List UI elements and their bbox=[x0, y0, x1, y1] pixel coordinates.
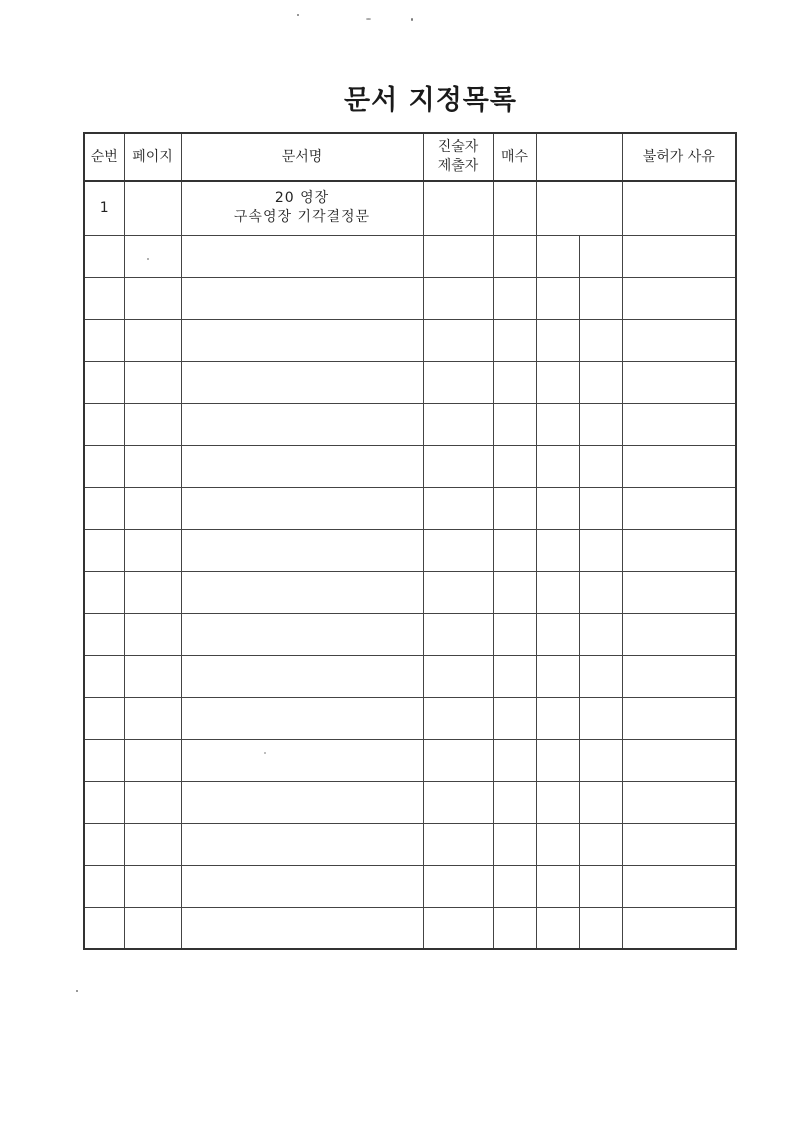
table-row bbox=[84, 655, 736, 697]
cell-count bbox=[493, 697, 536, 739]
cell-extra-b bbox=[579, 823, 622, 865]
doc-name-line1: 20 영장 bbox=[274, 190, 330, 207]
table-row bbox=[84, 181, 736, 235]
cell-seq bbox=[84, 823, 124, 865]
cell-doc-name bbox=[181, 571, 423, 613]
cell-doc-name bbox=[181, 277, 423, 319]
cell-doc-name bbox=[181, 613, 423, 655]
cell-extra-b bbox=[579, 403, 622, 445]
cell-seq bbox=[84, 487, 124, 529]
header-count: 매수 bbox=[493, 133, 536, 181]
cell-extra-a bbox=[536, 571, 579, 613]
cell-extra-b bbox=[579, 529, 622, 571]
cell-author bbox=[423, 823, 493, 865]
doc-name-line2: 구속영장 기각결정문 bbox=[233, 209, 371, 226]
cell-reason bbox=[622, 697, 736, 739]
cell-reason bbox=[622, 781, 736, 823]
cell-doc-name bbox=[181, 319, 423, 361]
cell-seq bbox=[84, 403, 124, 445]
header-author bbox=[423, 133, 493, 181]
cell-page bbox=[124, 781, 181, 823]
cell-reason bbox=[622, 823, 736, 865]
table-row bbox=[84, 487, 736, 529]
header-page: 페이지 bbox=[124, 133, 181, 181]
cell-page bbox=[124, 823, 181, 865]
cell-extra-a bbox=[536, 529, 579, 571]
cell-extra-a bbox=[536, 697, 579, 739]
cell-doc-name bbox=[181, 403, 423, 445]
cell-author bbox=[423, 529, 493, 571]
cell-seq bbox=[84, 781, 124, 823]
cell-doc-name bbox=[181, 487, 423, 529]
cell-page bbox=[124, 445, 181, 487]
table-row bbox=[84, 235, 736, 277]
table-row bbox=[84, 319, 736, 361]
cell-doc-name bbox=[181, 181, 423, 235]
cell-count bbox=[493, 529, 536, 571]
cell-seq bbox=[84, 907, 124, 949]
cell-reason bbox=[622, 529, 736, 571]
cell-doc-name bbox=[181, 235, 423, 277]
cell-extra-b bbox=[579, 319, 622, 361]
cell-author bbox=[423, 613, 493, 655]
cell-doc-name bbox=[181, 445, 423, 487]
cell-author bbox=[423, 277, 493, 319]
cell-seq bbox=[84, 277, 124, 319]
cell-page bbox=[124, 277, 181, 319]
cell-doc-name bbox=[181, 781, 423, 823]
table-row bbox=[84, 781, 736, 823]
cell-doc-name bbox=[181, 655, 423, 697]
cell-doc-name bbox=[181, 907, 423, 949]
cell-extra-b bbox=[579, 445, 622, 487]
cell-reason bbox=[622, 181, 736, 235]
cell-count bbox=[493, 487, 536, 529]
table-row bbox=[84, 697, 736, 739]
cell-extra-b bbox=[579, 781, 622, 823]
cell-reason bbox=[622, 571, 736, 613]
cell-extra-a bbox=[536, 739, 579, 781]
cell-doc-name bbox=[181, 823, 423, 865]
cell-seq bbox=[84, 445, 124, 487]
cell-page bbox=[124, 571, 181, 613]
cell-author bbox=[423, 781, 493, 823]
cell-page bbox=[124, 907, 181, 949]
cell-seq: 1 bbox=[84, 181, 124, 235]
cell-blank bbox=[536, 181, 622, 235]
cell-extra-a bbox=[536, 655, 579, 697]
cell-author bbox=[423, 181, 493, 235]
cell-extra-a bbox=[536, 781, 579, 823]
cell-author bbox=[423, 739, 493, 781]
cell-page bbox=[124, 655, 181, 697]
table-row bbox=[84, 907, 736, 949]
cell-count bbox=[493, 235, 536, 277]
cell-extra-a bbox=[536, 445, 579, 487]
cell-reason bbox=[622, 235, 736, 277]
cell-count bbox=[493, 403, 536, 445]
cell-doc-name bbox=[181, 865, 423, 907]
scan-speck bbox=[264, 752, 266, 754]
cell-doc-name bbox=[181, 529, 423, 571]
cell-count bbox=[493, 907, 536, 949]
cell-author bbox=[423, 571, 493, 613]
table-row bbox=[84, 571, 736, 613]
cell-count bbox=[493, 319, 536, 361]
cell-reason bbox=[622, 655, 736, 697]
cell-reason bbox=[622, 487, 736, 529]
cell-author bbox=[423, 445, 493, 487]
cell-author bbox=[423, 655, 493, 697]
header-reason: 불허가 사유 bbox=[622, 133, 736, 181]
cell-seq bbox=[84, 319, 124, 361]
cell-page bbox=[124, 529, 181, 571]
cell-extra-b bbox=[579, 361, 622, 403]
cell-extra-a bbox=[536, 403, 579, 445]
cell-count bbox=[493, 445, 536, 487]
cell-author bbox=[423, 697, 493, 739]
table-row bbox=[84, 865, 736, 907]
table-row bbox=[84, 277, 736, 319]
page-title: 문서 지정목록 bbox=[344, 85, 517, 116]
cell-count bbox=[493, 277, 536, 319]
cell-count bbox=[493, 865, 536, 907]
cell-page bbox=[124, 235, 181, 277]
cell-reason bbox=[622, 739, 736, 781]
cell-reason bbox=[622, 277, 736, 319]
scan-speck bbox=[411, 18, 413, 21]
cell-count bbox=[493, 781, 536, 823]
cell-page bbox=[124, 613, 181, 655]
header-blank bbox=[536, 133, 622, 181]
cell-page bbox=[124, 403, 181, 445]
header-row bbox=[84, 133, 736, 181]
cell-extra-a bbox=[536, 613, 579, 655]
table-row bbox=[84, 361, 736, 403]
table-row bbox=[84, 613, 736, 655]
cell-extra-b bbox=[579, 613, 622, 655]
cell-reason bbox=[622, 319, 736, 361]
cell-page bbox=[124, 181, 181, 235]
cell-extra-a bbox=[536, 235, 579, 277]
cell-doc-name bbox=[181, 361, 423, 403]
cell-page bbox=[124, 361, 181, 403]
cell-extra-a bbox=[536, 319, 579, 361]
cell-reason bbox=[622, 865, 736, 907]
cell-count bbox=[493, 823, 536, 865]
cell-extra-b bbox=[579, 697, 622, 739]
cell-count bbox=[493, 181, 536, 235]
cell-author bbox=[423, 361, 493, 403]
table-row bbox=[84, 529, 736, 571]
cell-extra-b bbox=[579, 655, 622, 697]
header-seq: 순번 bbox=[84, 133, 124, 181]
cell-page bbox=[124, 739, 181, 781]
cell-author bbox=[423, 319, 493, 361]
table-row bbox=[84, 823, 736, 865]
cell-extra-b bbox=[579, 277, 622, 319]
cell-extra-a bbox=[536, 487, 579, 529]
cell-reason bbox=[622, 613, 736, 655]
table-row bbox=[84, 403, 736, 445]
table-row bbox=[84, 739, 736, 781]
cell-doc-name bbox=[181, 739, 423, 781]
cell-seq bbox=[84, 571, 124, 613]
cell-seq bbox=[84, 529, 124, 571]
cell-count bbox=[493, 613, 536, 655]
cell-reason bbox=[622, 403, 736, 445]
cell-seq bbox=[84, 361, 124, 403]
table-row bbox=[84, 445, 736, 487]
cell-extra-b bbox=[579, 571, 622, 613]
cell-extra-a bbox=[536, 865, 579, 907]
cell-page bbox=[124, 865, 181, 907]
cell-extra-a bbox=[536, 823, 579, 865]
cell-extra-b bbox=[579, 739, 622, 781]
cell-author bbox=[423, 907, 493, 949]
scan-speck bbox=[366, 18, 371, 20]
scan-speck bbox=[147, 258, 149, 260]
cell-page bbox=[124, 697, 181, 739]
cell-extra-a bbox=[536, 361, 579, 403]
header-author-line1: 진술자 bbox=[437, 139, 479, 156]
cell-author bbox=[423, 235, 493, 277]
cell-seq bbox=[84, 697, 124, 739]
cell-extra-b bbox=[579, 865, 622, 907]
cell-seq bbox=[84, 655, 124, 697]
cell-author bbox=[423, 487, 493, 529]
cell-count bbox=[493, 361, 536, 403]
cell-extra-a bbox=[536, 907, 579, 949]
cell-count bbox=[493, 655, 536, 697]
cell-seq bbox=[84, 865, 124, 907]
cell-extra-b bbox=[579, 487, 622, 529]
cell-seq bbox=[84, 235, 124, 277]
document-register-table bbox=[83, 132, 737, 950]
cell-count bbox=[493, 571, 536, 613]
cell-author bbox=[423, 403, 493, 445]
cell-doc-name bbox=[181, 697, 423, 739]
header-doc-name: 문서명 bbox=[181, 133, 423, 181]
cell-page bbox=[124, 319, 181, 361]
cell-seq bbox=[84, 739, 124, 781]
cell-reason bbox=[622, 907, 736, 949]
cell-seq bbox=[84, 613, 124, 655]
cell-extra-a bbox=[536, 277, 579, 319]
cell-reason bbox=[622, 445, 736, 487]
header-author-line2: 제출자 bbox=[437, 158, 479, 174]
scan-speck bbox=[297, 14, 299, 16]
cell-extra-b bbox=[579, 235, 622, 277]
cell-count bbox=[493, 739, 536, 781]
cell-page bbox=[124, 487, 181, 529]
scan-speck bbox=[76, 990, 78, 992]
cell-author bbox=[423, 865, 493, 907]
cell-extra-b bbox=[579, 907, 622, 949]
cell-reason bbox=[622, 361, 736, 403]
